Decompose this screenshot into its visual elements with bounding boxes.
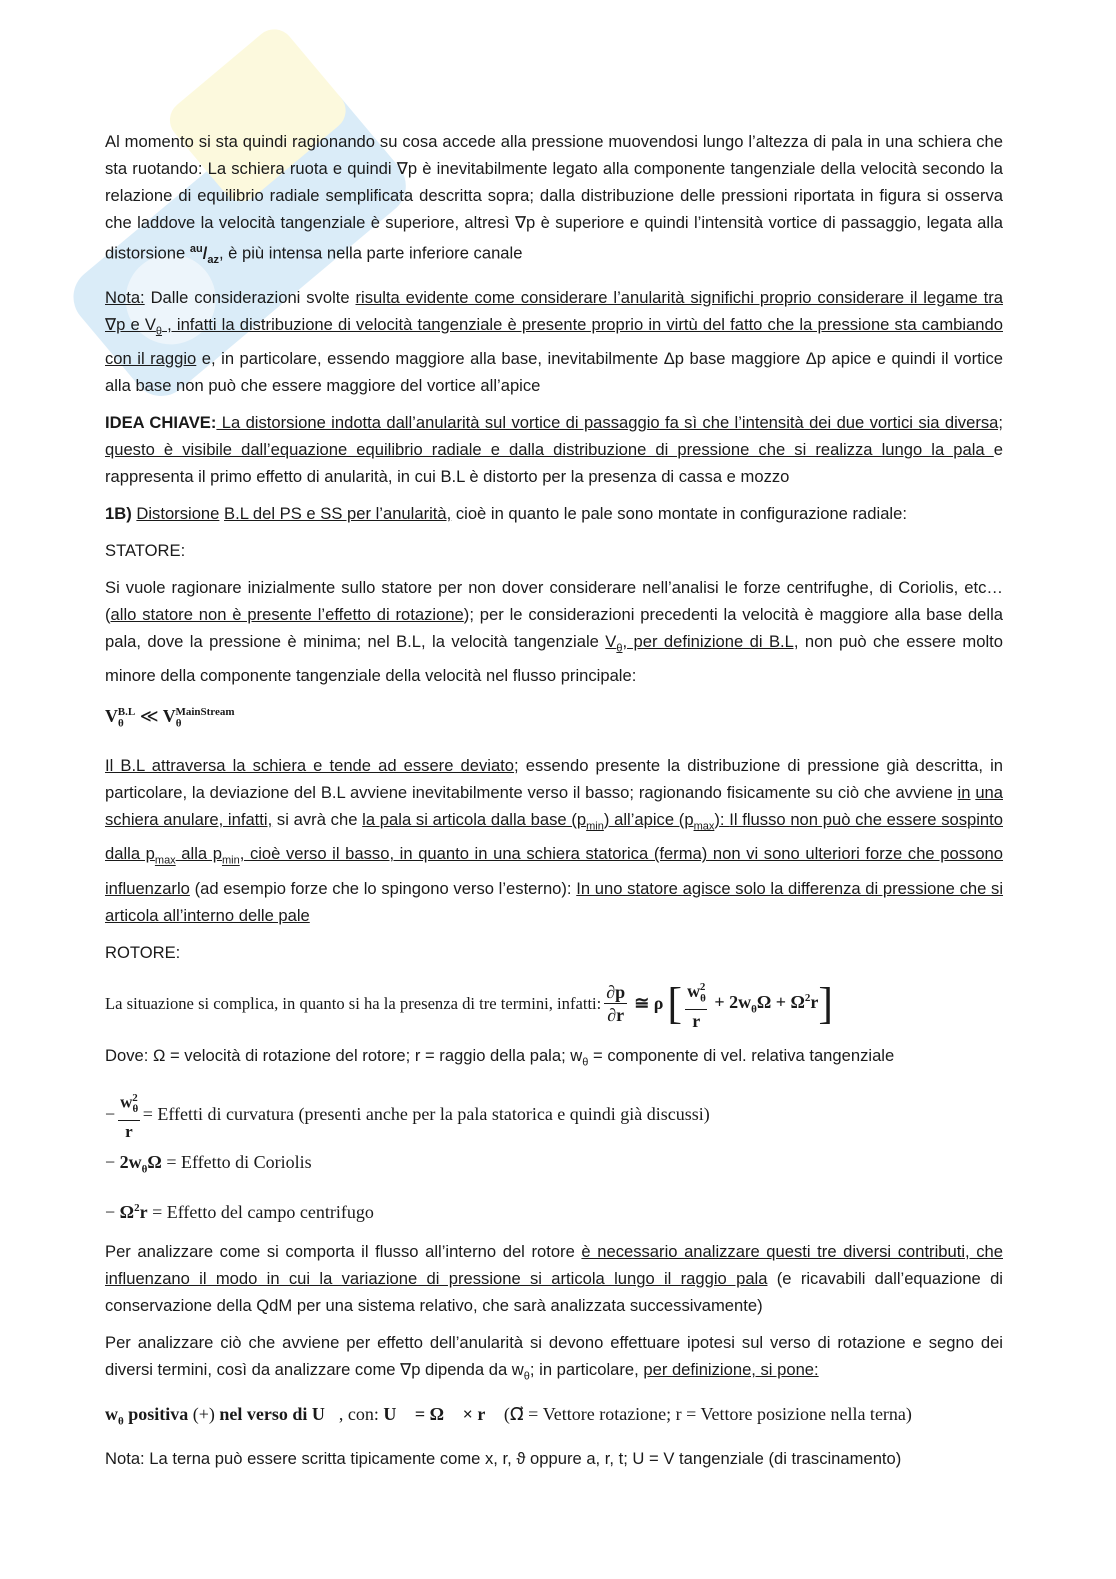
paragraph-dove: Dove: Ω = velocità di rotazione del rotore; r = raggio della pala; $w_\theta$ = componente di vel. relativa tangenziale — [105, 1046, 895, 1069]
heading-statore: STATORE: — [105, 541, 186, 561]
heading-rotore: ROTORE: — [105, 942, 181, 962]
paragraph-statore-1: Si vuole ragionare inizialmente sullo statore per non dover considerare nell’analisi le forze centrifughe, di Coriolis, etc…(allo statore non è presente l’effetto di rotazione); per le considerazioni precedenti la velocità è maggiore alla base della pala, dove la pressione è minima; nel B.L, la velocità tangenziale $V_\theta$, per definizione di B.L, non può che essere molto minore della componente tangenziale della velocità nel flusso principale: — [105, 578, 1004, 686]
paragraph-idea-chiave: IDEA CHIAVE: La distorsione indotta dall’anularità sul vortice di passaggio fa sì che l’intensità dei due vortici sia diversa; questo è visibile dall’equazione equilibrio radiale e dalla distribuzione di pressione che si realizza lungo la pala e rappresenta il primo effetto di anularità, in cui B.L è distorto per la presenza di cassa e mozzo — [105, 413, 1003, 487]
paragraph-intro: Al momento si sta quindi ragionando su cosa accede alla pressione muovendosi lungo l’altezza di pala in una schiera che sta ruotando: La schiera ruota e quindi ∇p è inevitabilmente legato alla componente tangenziale della velocità secondo la relazione di equilibrio radiale semplificata descritta sopra; dalla distribuzione delle pressioni riportata in figura si osserva che laddove la velocità tangenziale è superiore, altresì ∇p è superiore e quindi l’intensità vortice di passaggio, legata alla distorsione $^{au}/_{az}$, è più intensa nella parte inferiore canale — [105, 132, 1003, 266]
equation-bl-mainstream: $V_\theta^{B.L}$ ≪ $V_\theta^{MainStream}$ — [105, 706, 235, 731]
definition-w-theta: $w_\theta$ positiva (+) nel verso di U⃗, con: U⃗ = Ω⃗ × r⃗ (Ω⃗ = Vettore rotazione; r = Vettore posizione nella terna) — [105, 1403, 912, 1428]
term-centrifugo: − $\Omega^2r$ = Effetto del campo centrifugo — [105, 1202, 374, 1223]
term-coriolis: − $2w_\theta\Omega$ = Effetto di Coriolis — [105, 1151, 312, 1176]
document-page — [105, 128, 1003, 1482]
term-curvatura: − $\frac{w_\theta^2}{r}$ = Effetti di curvatura (presenti anche per la pala statorica e quindi già discussi) — [105, 1087, 1003, 1143]
equation-radial-equilibrium: La situazione si complica, in quanto si ha la presenza di tre termini, infatti: $\frac{\partial p}{\partial r}$ ≅ ρ [ $\frac{w_\theta^2}{r}$ + $2w_\theta\Omega + \Omega^2r$ ] — [105, 976, 1003, 1033]
paragraph-analisi-2: Per analizzare ciò che avviene per effetto dell’anularità si devono effettuare ipotesi sul verso di rotazione e segno dei diversi termini, così da analizzare come ∇p dipenda da $w_\theta$; in particolare, per definizione, si pone: — [105, 1333, 1003, 1383]
paragraph-statore-2: Il B.L attraversa la schiera e tende ad essere deviato; essendo presente la distribuzione di pressione già descritta, in particolare, la deviazione del B.L avviene inevitabilmente verso il basso; ragionando fisicamente su ciò che avviene in una schiera anulare, infatti, si avrà che la pala si articola dalla base $(p_{min})$ all’apice $(p_{max})$: Il flusso non può che essere sospinto dalla $p_{max}$ alla $p_{min}$, cioè verso il basso, in quanto in una schiera statorica (ferma) non vi sono ulteriori forze che possono influenzarlo (ad esempio forze che lo spingono verso l’esterno): In uno statore agisce solo la differenza di pressione che si articola all’interno delle pale — [105, 756, 1004, 925]
paragraph-nota-2: Nota: La terna può essere scritta tipicamente come x, r, ϑ oppure a, r, t; U = V tangenziale (di trascinamento) — [105, 1449, 902, 1469]
heading-1b: 1B) Distorsione B.L del PS e SS per l’anularità, cioè in quanto le pale sono montate in configurazione radiale: — [105, 504, 907, 524]
fraction-dp-dr: $\frac{\partial p}{\partial r}$ — [606, 982, 626, 1026]
paragraph-nota-1: Nota: Dalle considerazioni svolte risulta evidente come considerare l’anularità significhi proprio considerare il legame tra ∇p e $V_\theta$ , infatti la distribuzione di velocità tangenziale è presente proprio in virtù del fatto che la pressione sta cambiando con il raggio e, in particolare, essendo maggiore alla base, inevitabilmente Δp base maggiore Δp apice e quindi il vortice alla base non può che essere maggiore del vortice all’apice — [105, 287, 1003, 396]
fraction-w-r: $\frac{w_\theta^2}{r}$ — [685, 976, 707, 1033]
paragraph-analisi-1: Per analizzare come si comporta il flusso all’interno del rotore è necessario analizzare questi tre diversi contributi, che influenzano il modo in cui la variazione di pressione si articola lungo il raggio pala (e ricavabili dall’equazione di conservazione della QdM per una sistema relativo, che sarà analizzata successivamente) — [105, 1242, 1003, 1316]
